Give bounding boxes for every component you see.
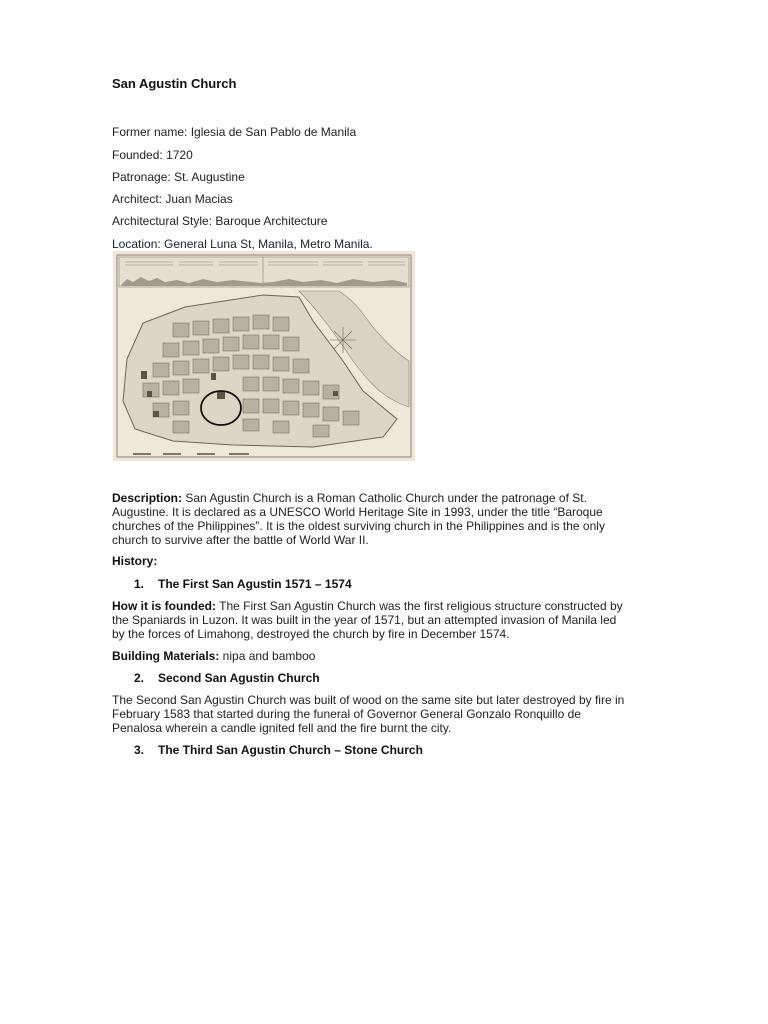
meta-founded: Founded: 1720: [112, 148, 193, 162]
section-heading-1: 1. The First San Agustin 1571 – 1574: [134, 577, 352, 591]
history-heading: History:: [112, 554, 158, 568]
second-church-paragraph: The Second San Agustin Church was built of wood on the same site but later destroyed by fire in February 1583 that started during the funeral of Governor General Gonzalo Ronquillo de Penalosa wherein a candle ignited fell and the fire burnt the city.: [112, 693, 625, 735]
description-paragraph: Description: San Agustin Church is a Roman Catholic Church under the patronage of St. Augustine. It is declared as a UNESCO World Heritage Site in 1993, under the title “Baroque churches of the Philippines”. It is the oldest surviving church in the Philippines and is the only church to survive after the battle of World War II.: [112, 491, 605, 547]
page-title: San Agustin Church: [112, 76, 237, 91]
meta-architect: Architect: Juan Macias: [112, 192, 233, 206]
meta-style: Architectural Style: Baroque Architecture: [112, 214, 328, 228]
historic-manila-map: [113, 251, 415, 461]
meta-former-name: Former name: Iglesia de San Pablo de Manila: [112, 125, 357, 139]
section-heading-3: 3. The Third San Agustin Church – Stone Church: [134, 743, 423, 757]
building-materials: Building Materials: nipa and bamboo: [112, 649, 316, 663]
meta-patronage: Patronage: St. Augustine: [112, 170, 245, 184]
meta-location: Location: General Luna St, Manila, Metro Manila.: [112, 237, 373, 251]
founded-paragraph: How it is founded: The First San Agustin Church was the first religious structure constructed by the Spaniards in Luzon. It was built in the year of 1571, but an attempted invasion of Manila led by the forces of Limahong, destroyed the church by fire in December 1574.: [112, 599, 623, 641]
section-heading-2: 2. Second San Agustin Church: [134, 671, 320, 685]
